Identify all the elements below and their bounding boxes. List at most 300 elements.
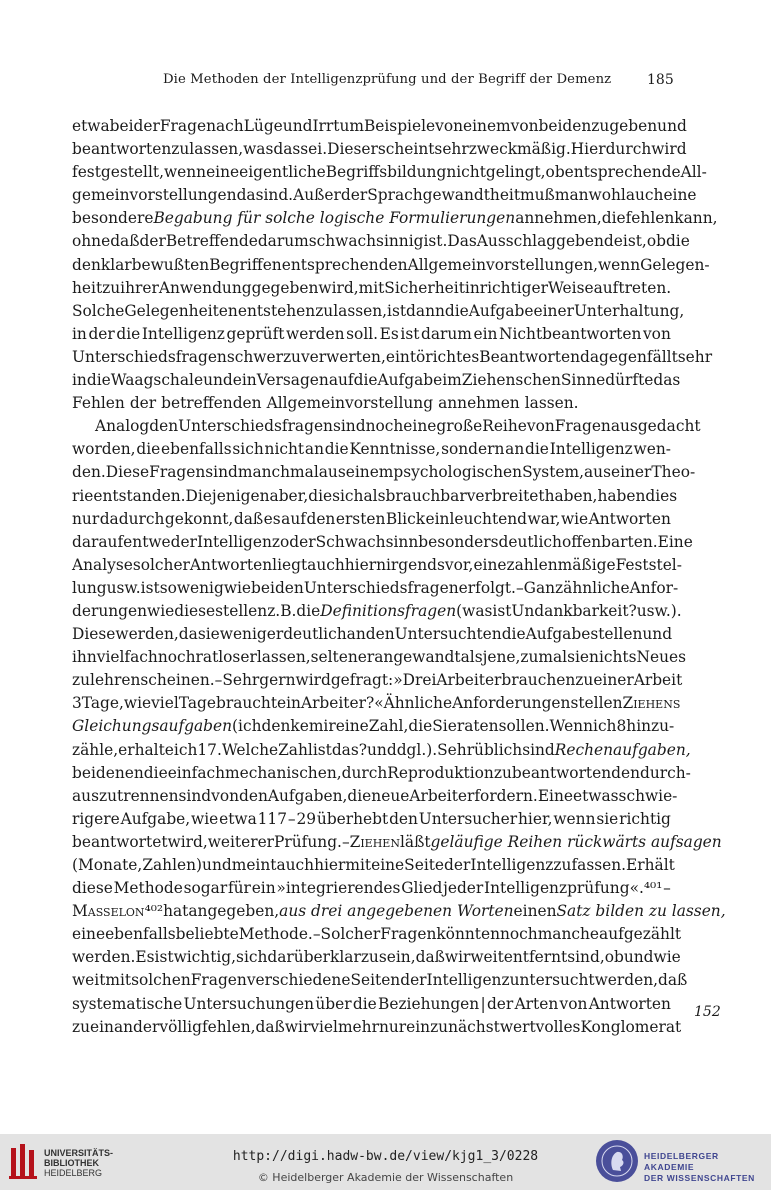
word: auch: [625, 186, 664, 205]
word: manchmal: [237, 463, 319, 482]
word: gemeinvorstellungen: [72, 186, 237, 205]
word: wenn: [163, 163, 207, 182]
text-line: [72, 577, 679, 600]
word: man: [554, 186, 589, 205]
word: ihn: [72, 648, 97, 667]
word: Arbeit: [409, 786, 458, 805]
word: meint: [231, 856, 277, 874]
italic-phrase: Satz bilden zu lassen,: [556, 902, 726, 921]
word: Analyse: [72, 555, 133, 574]
word: eine: [335, 717, 369, 736]
word: zu: [99, 786, 118, 805]
word: einen: [513, 902, 557, 921]
word: ein: [385, 347, 410, 366]
word: wen-: [633, 440, 671, 459]
word: Irrtum: [312, 117, 364, 135]
word: läßt: [399, 832, 431, 851]
word: neue: [371, 786, 410, 805]
text-line: [72, 669, 683, 692]
word: und: [642, 625, 673, 644]
word: haben: [597, 486, 646, 505]
text-line: [72, 831, 722, 854]
word: sei.: [300, 140, 328, 159]
word: eine: [663, 186, 697, 205]
word: usw.).: [636, 601, 682, 620]
word: Diese: [72, 625, 116, 644]
word: Außer: [293, 186, 341, 205]
word: von: [559, 994, 588, 1013]
word: Intelligenz: [196, 532, 281, 551]
word: auf: [328, 371, 354, 390]
word: angewandt: [374, 648, 461, 667]
word: hier: [344, 555, 377, 574]
word: Seite: [404, 856, 445, 874]
word: ein: [251, 879, 276, 898]
word: völlig: [159, 1017, 202, 1036]
word: wenn: [598, 255, 641, 274]
word: entstanden.: [93, 486, 186, 505]
word: hiermit: [314, 856, 372, 874]
word: der: [340, 186, 368, 205]
text-line: [72, 715, 675, 738]
word: lassen.: [524, 394, 579, 413]
word: Neues: [636, 648, 686, 667]
word: Undankbarkeit?: [511, 601, 637, 620]
word: ist: [312, 740, 332, 759]
text-line: [72, 461, 696, 484]
word: Anwendung: [158, 278, 252, 297]
word: diese: [72, 879, 113, 898]
word: gern: [259, 671, 296, 690]
word: bei: [72, 763, 96, 782]
word: soll.: [346, 324, 379, 343]
word: All-: [680, 163, 707, 182]
word: Eine: [657, 532, 693, 551]
word: aber,: [269, 486, 309, 505]
word: wie: [653, 948, 681, 967]
word: erhalte: [118, 740, 174, 759]
word: noch: [499, 925, 538, 944]
italic-phrase: Gleichungsaufgaben: [72, 717, 233, 736]
word: sehr: [677, 347, 713, 366]
word: einer: [593, 671, 634, 690]
word: festgestellt,: [72, 163, 164, 182]
word: Wenn: [549, 717, 594, 736]
word: auch: [276, 856, 315, 874]
word: sind.: [255, 186, 294, 205]
word: Arbeit: [633, 671, 683, 690]
word: bewußten: [131, 255, 210, 274]
word: auf: [281, 509, 306, 528]
word: nichts: [589, 648, 637, 667]
word: Arbeiter: [436, 671, 502, 690]
word: den.: [72, 463, 106, 482]
text-line: [72, 969, 688, 992]
copyright-notice: © Heidelberger Akademie der Wissenschaften: [257, 1171, 514, 1184]
word: daß: [415, 948, 445, 967]
permalink-url[interactable]: http://digi.hadw-bw.de/view/kjg1_3/0228: [232, 1149, 539, 1164]
word: hält: [644, 856, 675, 874]
word: braucht: [215, 694, 277, 713]
word: in: [72, 371, 87, 390]
word: richtig: [619, 809, 671, 828]
text-line: [72, 993, 671, 1016]
word: stellen: [590, 625, 643, 644]
word: zu: [553, 856, 572, 874]
word: wie: [223, 578, 252, 597]
text-line: [72, 254, 710, 277]
word: darauf: [72, 532, 124, 551]
word: verbreitet: [466, 486, 545, 505]
word: Schwachsinn: [315, 532, 419, 551]
word: –: [515, 578, 524, 597]
word: einleuchtend: [425, 509, 528, 528]
text-line: [72, 161, 707, 184]
word: etwa: [72, 117, 110, 135]
word: schwachsinnig: [308, 232, 424, 251]
word: die: [601, 209, 626, 228]
word: ein: [406, 1017, 431, 1036]
word: nicht: [446, 163, 486, 182]
word: Intelligenz: [426, 971, 510, 990]
word: auftreten.: [593, 278, 672, 297]
word: sich: [232, 440, 264, 459]
word: schwie-: [618, 786, 678, 805]
word: 3: [72, 694, 82, 713]
word: zu: [282, 347, 301, 366]
word: solchen: [131, 971, 191, 990]
word: in: [72, 324, 87, 343]
word: muß: [520, 186, 555, 205]
text-line: [72, 554, 682, 577]
word: das: [273, 140, 301, 159]
word: der: [139, 232, 166, 251]
word: Untersuchungen: [183, 994, 315, 1013]
word: untersucht: [509, 971, 595, 990]
word: die: [501, 625, 526, 644]
word: einem: [345, 463, 394, 482]
word: zahlenmäßige: [506, 555, 616, 574]
word: ist,: [622, 232, 647, 251]
word: Konglomerat: [580, 1017, 682, 1036]
word: »integrierendes: [276, 879, 401, 898]
word: zu: [102, 278, 121, 297]
word: Blick: [385, 509, 426, 528]
word: stellen: [570, 694, 623, 713]
word: den: [389, 809, 418, 828]
word: nicht: [264, 440, 305, 459]
word: dies: [645, 486, 678, 505]
word: Antworten: [588, 994, 671, 1013]
word: sie: [197, 625, 220, 644]
word: der: [444, 856, 471, 874]
word: das?: [331, 740, 368, 759]
word: da: [236, 186, 256, 205]
word: entstehen: [237, 301, 316, 320]
word: fassen.: [571, 856, 627, 874]
word: Weise: [547, 278, 594, 297]
word: hat: [163, 902, 189, 921]
word: Feststel-: [615, 555, 682, 574]
word: Versagen: [256, 371, 329, 390]
word: Waagschale: [110, 371, 204, 390]
word: geprüft: [226, 324, 285, 343]
word: Aufgabe: [377, 371, 443, 390]
word: eine: [473, 555, 507, 574]
word: überhebt: [316, 809, 389, 828]
italic-phrase: geläufige Reihen rückwärts aufsagen: [430, 832, 722, 851]
page-number: 185: [647, 72, 674, 88]
word: oder: [280, 532, 316, 551]
word: sind: [205, 463, 238, 482]
word: sondern: [441, 440, 505, 459]
word: solcher: [132, 555, 190, 574]
word: sich: [332, 486, 364, 505]
word: eine: [206, 163, 240, 182]
word: an: [346, 625, 366, 644]
margin-page-reference: 152: [694, 1004, 721, 1020]
word: trennen: [117, 786, 179, 805]
word: besonders: [418, 532, 499, 551]
word: Fragen: [190, 971, 247, 990]
word: wird: [295, 671, 331, 690]
text-line: [72, 300, 685, 323]
word: eigentliche: [239, 163, 326, 182]
word: zu: [72, 671, 91, 690]
word: wieviel: [123, 694, 179, 713]
word: werden,: [594, 971, 659, 990]
word: Seiten: [350, 971, 401, 990]
word: ist.: [423, 232, 448, 251]
word: wertvolles: [499, 1017, 581, 1036]
text-line: [72, 900, 726, 923]
text-line: [72, 184, 697, 207]
word: verwerten,: [300, 347, 386, 366]
word: von: [435, 117, 463, 135]
word: zu: [171, 140, 190, 159]
word: und: [657, 117, 687, 135]
word: der: [400, 971, 427, 990]
word: Sehr: [222, 671, 260, 690]
word: ebenfalls: [105, 925, 176, 944]
word: Kenntnisse,: [349, 440, 441, 459]
word: Methode.: [238, 925, 313, 944]
word: |: [480, 994, 486, 1013]
word: Diese: [105, 463, 150, 482]
text-line: [72, 438, 671, 461]
word: Beispiele: [363, 117, 436, 135]
word: Intelligenz: [549, 440, 633, 459]
italic-phrase: Rechenaufgaben,: [554, 740, 691, 759]
word: Fragen: [554, 417, 611, 436]
word: denen: [95, 763, 144, 782]
word: den: [149, 417, 179, 436]
word: an: [304, 440, 324, 459]
word: Ziehenschen: [461, 371, 561, 390]
word: wie: [191, 809, 219, 828]
word: wie: [147, 601, 175, 620]
word: –: [287, 809, 296, 828]
word: Reproduktion: [387, 763, 494, 782]
word: Sicherheit: [384, 278, 465, 297]
word: werden.: [72, 948, 136, 967]
word: fällt: [646, 347, 678, 366]
word: entsprechende: [564, 163, 681, 182]
word: ähnliche: [563, 578, 630, 597]
word: von: [211, 786, 239, 805]
text-line: [72, 946, 681, 969]
word: liegt: [272, 555, 308, 574]
word: mechanischen,: [225, 763, 342, 782]
word: Ausschlaggebende: [476, 232, 623, 251]
word: Es: [379, 324, 399, 343]
word: ausgedacht: [610, 417, 701, 436]
word: Glied: [401, 879, 443, 898]
word: geben: [609, 117, 658, 135]
word: Solcher: [320, 925, 381, 944]
word: hinzu-: [626, 717, 675, 736]
word: Das: [447, 232, 477, 251]
academy-name: [644, 1151, 771, 1184]
word: entweder: [123, 532, 197, 551]
word: Beziehungen: [378, 994, 480, 1013]
word: annehmen,: [515, 209, 602, 228]
text-line: [72, 115, 687, 138]
word: sind,: [567, 948, 605, 967]
word: noch: [157, 648, 196, 667]
word: ratloser: [195, 648, 257, 667]
word: schwer: [226, 347, 283, 366]
word: der: [88, 324, 115, 343]
word: wird: [651, 140, 687, 159]
text-line: [72, 785, 678, 808]
word: ich: [173, 740, 198, 759]
word: angegeben,: [188, 902, 280, 921]
word: dagegen: [580, 347, 647, 366]
word: durch: [341, 763, 388, 782]
word: System,: [522, 463, 584, 482]
word: erscheint: [361, 140, 435, 159]
word: verschiedene: [246, 971, 351, 990]
text-line: [72, 877, 671, 900]
word: Allgemeinvorstellung: [266, 394, 434, 413]
text-line: [72, 369, 681, 392]
word: darüber: [267, 948, 331, 967]
word: Begriffen: [209, 255, 282, 274]
library-name-line3: HEIDELBERG: [44, 1168, 103, 1178]
text-line: [72, 646, 686, 669]
text-line: [72, 138, 687, 161]
word: törichtes: [409, 347, 480, 366]
word: die: [353, 371, 378, 390]
word: durch-: [640, 763, 691, 782]
word: ihrer: [120, 278, 159, 297]
word: Analog: [95, 417, 150, 436]
word: zu: [493, 763, 512, 782]
word: Unterhaltung,: [573, 301, 685, 320]
word: als: [460, 648, 483, 667]
word: rie: [72, 486, 94, 505]
word: aus: [583, 463, 611, 482]
word: Eine: [537, 786, 573, 805]
text-line: [72, 485, 678, 508]
word: dann: [406, 301, 445, 320]
word: sogar: [183, 879, 228, 898]
word: Prüfung.: [274, 832, 342, 851]
word: die: [308, 486, 333, 505]
word: der: [133, 117, 160, 135]
word: Tage,: [81, 694, 124, 713]
word: Frage: [159, 117, 207, 135]
word: heit: [72, 278, 103, 297]
word: richtiger: [479, 278, 548, 297]
italic-phrase: Begabung für solche logische Formulierungen: [153, 209, 516, 228]
word: Diejenigen: [185, 486, 270, 505]
word: annehmen: [438, 394, 520, 413]
word: werden,: [115, 625, 179, 644]
word: erfordern.: [457, 786, 538, 805]
text-line: [72, 230, 690, 253]
word: werden: [286, 324, 345, 343]
word: (Monate,: [72, 856, 143, 874]
word: Aufgabe,: [120, 809, 191, 828]
word: aufgezählt: [599, 925, 682, 944]
word: psychologischen: [393, 463, 523, 482]
word: daß: [255, 1017, 285, 1036]
word: Arten: [514, 994, 559, 1013]
word: Fragen: [149, 463, 206, 482]
word: vielfach: [96, 648, 158, 667]
word: die: [296, 601, 321, 620]
word: sollen.: [498, 717, 550, 736]
word: noch: [365, 417, 404, 436]
library-name-line1: UNIVERSITÄTS-: [44, 1148, 114, 1158]
word: weniger: [219, 625, 284, 644]
word: von: [642, 324, 671, 343]
word: wie: [560, 509, 589, 528]
word: Antworten: [189, 555, 273, 574]
word: weiterer: [207, 832, 275, 851]
word: weit: [470, 948, 504, 967]
word: Untersuchten: [394, 625, 502, 644]
word: Reihe: [482, 417, 527, 436]
word: vor,: [444, 555, 474, 574]
word: Allgemeinvorstellungen,: [407, 255, 598, 274]
word: die: [116, 324, 141, 343]
word: aus: [318, 463, 346, 482]
word: Beantworten: [479, 347, 580, 366]
text-line: [72, 854, 675, 877]
word: Sie: [432, 717, 457, 736]
word: sie: [596, 809, 619, 828]
word: (was: [456, 601, 493, 620]
word: sind: [522, 740, 555, 759]
word: dgl.).: [396, 740, 438, 759]
word: Dies: [327, 140, 362, 159]
word: 117: [257, 809, 288, 828]
word: ich: [593, 717, 617, 736]
word: Betreffende: [165, 232, 258, 251]
word: Fehlen: [72, 394, 125, 413]
word: bei: [109, 117, 134, 135]
word: daß: [233, 509, 264, 528]
word: den: [365, 625, 395, 644]
word: nur: [72, 509, 100, 528]
word: über: [315, 994, 352, 1013]
word: Fragen: [380, 925, 437, 944]
word: ebenfalls: [161, 440, 232, 459]
word: wichtig,: [173, 948, 237, 967]
